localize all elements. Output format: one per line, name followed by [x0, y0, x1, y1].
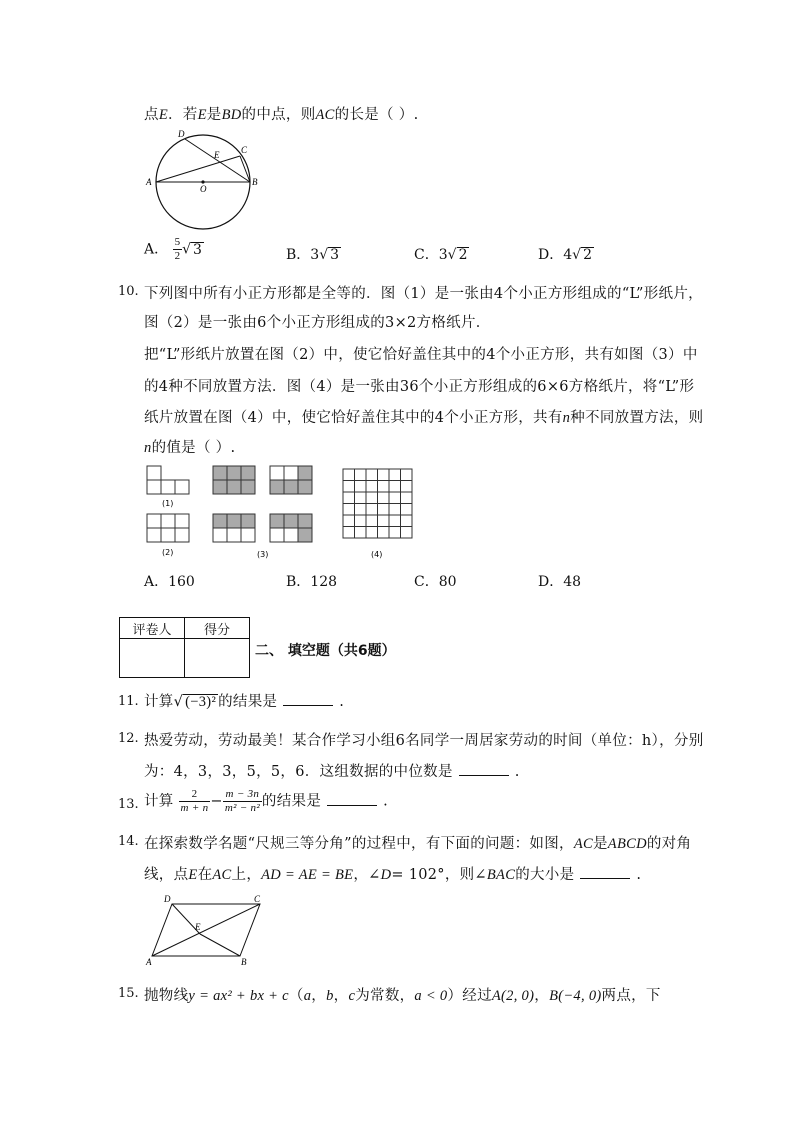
q12-line-2: 为：4，3，3，5，5，6．这组数据的中位数是 .: [144, 764, 520, 780]
q10-fig-label-2: (2): [162, 548, 174, 557]
q9-option-d[interactable]: D．4√ 2: [538, 247, 592, 263]
score-cell[interactable]: [185, 639, 250, 678]
q10-option-a[interactable]: A．160: [144, 574, 195, 590]
q12-line-1: 热爱劳动，劳动最美！某合作学习小组6名同学一周居家劳动的时间（单位：h），分别: [144, 733, 704, 749]
q10-line-6: n的值是（ ）.: [144, 440, 236, 456]
q9-label-D: D: [178, 129, 185, 139]
q10-line-4: 的4种不同放置方法．图（4）是一张由36个小正方形组成的6×6方格纸片，将“L”形: [144, 379, 695, 395]
q11-blank[interactable]: [283, 692, 333, 706]
q15-number: 15.: [118, 986, 139, 1001]
q13-stem: 计算 $\frac{2}{m + n}$ − $\frac{m - 3n}{\text{m² − n²}}$ 的结果是 .: [144, 788, 389, 814]
q9-option-b[interactable]: B．3√ 3: [286, 247, 340, 263]
score-header: 得分: [185, 618, 250, 639]
q10-fig-label-1: (1): [162, 499, 174, 508]
q15-line-1: 抛物线y = ax² + bx + c（a，b，c为常数，a < 0）经过A(2, 0)，B(−4, 0)两点，下: [144, 988, 661, 1004]
q10-option-d[interactable]: D．48: [538, 574, 582, 590]
q10-line-5: 纸片放置在图（4）中，使它恰好盖住其中的4个小正方形，共有n种不同放置方法，则: [144, 410, 704, 426]
q14-label-E: E: [195, 922, 201, 932]
grader-header: 评卷人: [120, 618, 185, 639]
q14-number: 14.: [118, 834, 139, 849]
q14-parallelogram-figure: [140, 892, 270, 968]
q14-label-D: D: [164, 894, 171, 904]
q14-line-2: 线，点E在AC上，AD = AE = BE，∠D= 102°，则∠BAC的大小是 .: [144, 867, 642, 883]
q9-label-E: E: [214, 150, 220, 160]
q10-fig-label-3: (3): [257, 550, 269, 559]
q10-option-b[interactable]: B．128: [286, 574, 338, 590]
q9-label-A: A: [146, 177, 152, 187]
q14-label-B: B: [241, 957, 247, 967]
q10-number: 10.: [118, 284, 139, 299]
grader-cell[interactable]: [120, 639, 185, 678]
q9-label-B: B: [252, 177, 258, 187]
q12-number: 12.: [118, 731, 139, 746]
q10-figures: [140, 462, 430, 568]
q10-line-3: 把“L”形纸片放置在图（2）中，使它恰好盖住其中的4个小正方形，共有如图（3）中: [144, 347, 698, 363]
q12-blank[interactable]: [459, 762, 509, 776]
q13-number: 13.: [118, 797, 139, 812]
q9-option-a[interactable]: A． $\frac{5}{2}$ √ 3: [144, 236, 202, 262]
section-title: 二、 填空题（共6题）: [255, 643, 396, 659]
q13-blank[interactable]: [327, 792, 377, 806]
q14-blank[interactable]: [580, 865, 630, 879]
q10-line-1: 下列图中所有小正方形都是全等的．图（1）是一张由4个小正方形组成的“L”形纸片，: [144, 286, 703, 302]
q11-number: 11.: [118, 694, 139, 709]
q10-line-2: 图（2）是一张由6个小正方形组成的3×2方格纸片．: [144, 315, 491, 331]
q9-option-c[interactable]: C．3√ 2: [414, 247, 468, 263]
q14-label-C: C: [254, 894, 261, 904]
q9-label-O: O: [200, 184, 207, 194]
q14-label-A: A: [146, 957, 152, 967]
q14-line-1: 在探索数学名题“尺规三等分角”的过程中，有下面的问题：如图，AC是ABCD的对角: [144, 836, 692, 852]
q9-label-C: C: [241, 145, 248, 155]
q11-stem: 计算√ (−3)² 的结果是 .: [144, 694, 345, 710]
score-table: [119, 617, 250, 678]
q9-circle-figure: [140, 128, 270, 238]
q10-option-c[interactable]: C．80: [414, 574, 457, 590]
q10-fig-label-4: (4): [371, 550, 383, 559]
q9-stem: 点E．若E是BD的中点，则AC的长是（ ）.: [144, 107, 419, 123]
